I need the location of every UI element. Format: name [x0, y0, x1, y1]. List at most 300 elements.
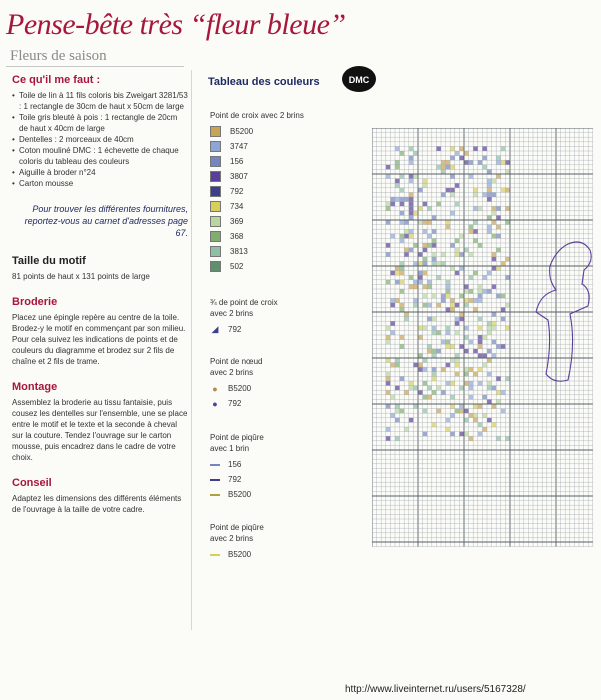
stitch-cell — [492, 422, 497, 427]
stitch-cell — [487, 197, 492, 202]
stitch-cell — [464, 151, 469, 156]
stitch-cell — [400, 335, 405, 340]
stitch-cell — [418, 280, 423, 285]
knot-heading: Point de nœud avec 2 brins — [210, 357, 263, 377]
diagram-svg — [372, 128, 594, 548]
stitch-cell — [446, 225, 451, 230]
stitch-cell — [455, 353, 460, 358]
stitch-cell — [386, 243, 391, 248]
color-code: B5200 — [228, 550, 252, 559]
stitch-cell — [478, 326, 483, 331]
stitch-cell — [473, 413, 478, 418]
stitch-cell — [432, 376, 437, 381]
stitch-cell — [487, 358, 492, 363]
stitch-cell — [423, 381, 428, 386]
stitch-cell — [469, 174, 474, 179]
stitch-cell — [418, 335, 423, 340]
stitch-cell — [413, 243, 418, 248]
stitch-cell — [423, 326, 428, 331]
stitch-cell — [455, 303, 460, 308]
stitch-cell — [404, 390, 409, 395]
stitch-cell — [450, 266, 455, 271]
stitch-cell — [418, 206, 423, 211]
legend-row — [210, 259, 310, 274]
stitch-cell — [450, 146, 455, 151]
stitch-cell — [473, 271, 478, 276]
stitch-cell — [455, 321, 460, 326]
stitch-cell — [478, 160, 483, 165]
stitch-cell — [400, 289, 405, 294]
stitch-cell — [487, 179, 492, 184]
stitch-cell — [386, 280, 391, 285]
stitch-cell — [432, 353, 437, 358]
quarter-stitch-legend — [210, 297, 288, 337]
stitch-cell — [487, 321, 492, 326]
stitch-cell — [436, 146, 441, 151]
stitch-cell — [482, 156, 487, 161]
stitch-cell — [450, 188, 455, 193]
stitch-cell — [464, 381, 469, 386]
stitch-cell — [395, 358, 400, 363]
stitch-cell — [459, 344, 464, 349]
stitch-cell — [404, 427, 409, 432]
stitch-cell — [455, 252, 460, 257]
stitch-cell — [446, 326, 451, 331]
color-code: 3747 — [230, 142, 248, 151]
color-code: B5200 — [228, 384, 252, 393]
stitch-cell — [469, 160, 474, 165]
stitch-cell — [464, 367, 469, 372]
legend-row — [210, 214, 310, 229]
stitch-cell — [473, 307, 478, 312]
stitch-cell — [487, 372, 492, 377]
stitch-cell — [441, 252, 446, 257]
stitch-cell — [441, 390, 446, 395]
stitch-cell — [446, 160, 451, 165]
legend-row — [210, 244, 310, 259]
stitch-cell — [441, 160, 446, 165]
stitch-cell — [395, 404, 400, 409]
stitch-cell — [432, 229, 437, 234]
assembly-heading: Montage — [12, 381, 58, 393]
stitch-cell — [386, 326, 391, 331]
legend-row — [210, 472, 272, 487]
stitch-cell — [492, 179, 497, 184]
stitch-cell — [478, 404, 483, 409]
stitch-cell — [492, 252, 497, 257]
stitch-cell — [427, 317, 432, 322]
stitch-cell — [409, 160, 414, 165]
color-swatch — [210, 261, 221, 272]
stitch-cell — [455, 358, 460, 363]
stitch-cell — [386, 390, 391, 395]
stitch-cell — [409, 197, 414, 202]
stitch-cell — [418, 275, 423, 280]
stitch-cell — [478, 284, 483, 289]
stitch-cell — [400, 409, 405, 414]
color-code: B5200 — [228, 490, 252, 499]
stitch-cell — [386, 427, 391, 432]
stitch-cell — [418, 367, 423, 372]
stitch-cell — [492, 220, 497, 225]
stitch-cell — [482, 289, 487, 294]
legend-row — [210, 154, 310, 169]
legend-row — [210, 199, 310, 214]
stitch-cell — [464, 248, 469, 253]
color-swatch — [210, 201, 221, 212]
stitch-cell — [487, 225, 492, 230]
legend-row — [210, 487, 272, 502]
stitch-cell — [400, 238, 405, 243]
stitch-cell — [423, 432, 428, 437]
stitch-cell — [386, 206, 391, 211]
stitch-cell — [400, 303, 405, 308]
stitch-cell — [482, 335, 487, 340]
stitch-cell — [432, 367, 437, 372]
stitch-cell — [436, 330, 441, 335]
color-code: 3807 — [230, 172, 248, 181]
stitch-cell — [450, 432, 455, 437]
stitch-cell — [505, 188, 510, 193]
stitch-cell — [482, 353, 487, 358]
assembly-text: Assemblez la broderie au tissu fantaisie, puis cousez les dentelles sur l'ensemble, une se place entre le motif et le texte et la seconde à cheval sur la couture. Tendez l'ouvrage sur le carton mousse, puis encadrez dans le cadre de votre choix. — [12, 398, 188, 462]
color-swatch — [210, 231, 221, 242]
stitch-cell — [409, 284, 414, 289]
stitch-cell — [413, 211, 418, 216]
color-swatch — [210, 171, 221, 182]
stitch-cell — [459, 386, 464, 391]
stitch-cell — [455, 317, 460, 322]
stitch-cell — [455, 409, 460, 414]
stitch-cell — [487, 386, 492, 391]
dmc-logo: DMC — [342, 66, 376, 92]
stitch-cell — [432, 238, 437, 243]
color-code: 156 — [230, 157, 244, 166]
backstitch-2-legend — [210, 522, 272, 562]
stitch-cell — [409, 206, 414, 211]
stitch-cell — [400, 188, 405, 193]
stitch-cell — [459, 146, 464, 151]
stitch-cell — [400, 211, 405, 216]
stitch-cell — [404, 234, 409, 239]
legend-row — [210, 457, 272, 472]
stitch-cell — [395, 409, 400, 414]
stitch-cell — [436, 303, 441, 308]
stitch-cell — [450, 174, 455, 179]
stitch-cell — [446, 307, 451, 312]
color-code: 792 — [230, 187, 244, 196]
stitch-symbol: ● — [212, 383, 218, 394]
stitch-cell — [390, 413, 395, 418]
stitch-cell — [386, 252, 391, 257]
stitch-cell — [400, 174, 405, 179]
stitch-cell — [390, 234, 395, 239]
stitch-cell — [505, 160, 510, 165]
stitch-cell — [496, 234, 501, 239]
stitch-cell — [496, 399, 501, 404]
stitch-cell — [469, 340, 474, 345]
stitch-cell — [427, 206, 432, 211]
color-code: 734 — [230, 202, 244, 211]
embroidery-heading: Broderie — [12, 296, 58, 308]
stitch-cell — [501, 261, 506, 266]
stitch-cell — [386, 404, 391, 409]
stitch-cell — [404, 252, 409, 257]
stitch-cell — [423, 395, 428, 400]
stitch-cell — [492, 326, 497, 331]
stitch-cell — [473, 404, 478, 409]
size-heading: Taille du motif — [12, 255, 86, 267]
stitch-cell — [482, 395, 487, 400]
stitch-cell — [432, 294, 437, 299]
stitch-cell — [409, 174, 414, 179]
stitch-cell — [436, 202, 441, 207]
stitch-cell — [395, 179, 400, 184]
stitch-cell — [423, 358, 428, 363]
stitch-cell — [413, 280, 418, 285]
stitch-cell — [496, 225, 501, 230]
stitch-cell — [450, 307, 455, 312]
stitch-cell — [473, 146, 478, 151]
stitch-cell — [423, 409, 428, 414]
stitch-cell — [423, 367, 428, 372]
stitch-cell — [469, 386, 474, 391]
cross-stitch-legend — [210, 110, 310, 274]
stitch-cell — [469, 381, 474, 386]
stitch-cell — [450, 344, 455, 349]
stitch-cell — [404, 312, 409, 317]
list-item: • Toile de lin à 11 fils coloris bis Zweigart 3281/53 : 1 rectangle de 30cm de haut x 50cm de large — [12, 90, 188, 112]
stitch-cell — [492, 234, 497, 239]
stitch-cell — [409, 156, 414, 161]
stitch-cell — [455, 238, 460, 243]
stitch-cell — [469, 225, 474, 230]
stitch-cell — [496, 174, 501, 179]
stitch-cell — [501, 146, 506, 151]
materials-heading: Ce qu'il me faut : — [12, 74, 101, 86]
stitch-cell — [492, 211, 497, 216]
stitch-cell — [459, 404, 464, 409]
stitch-cell — [418, 220, 423, 225]
stitch-cell — [427, 243, 432, 248]
stitch-cell — [423, 202, 428, 207]
list-item: • Aiguille à broder n°24 — [12, 167, 188, 178]
stitch-cell — [446, 363, 451, 368]
legend-row — [210, 124, 310, 139]
stitch-cell — [492, 266, 497, 271]
stitch-cell — [400, 202, 405, 207]
stitch-cell — [478, 206, 483, 211]
stitch-cell — [482, 165, 487, 170]
stitch-cell — [473, 349, 478, 354]
stitch-cell — [441, 294, 446, 299]
color-code: 369 — [230, 217, 244, 226]
stitch-cell — [450, 303, 455, 308]
stitch-cell — [455, 271, 460, 276]
stitch-cell — [404, 229, 409, 234]
stitch-cell — [450, 413, 455, 418]
stitch-cell — [436, 409, 441, 414]
stitch-cell — [478, 367, 483, 372]
stitch-cell — [459, 312, 464, 317]
stitch-cell — [469, 367, 474, 372]
stitch-cell — [390, 298, 395, 303]
instructions-column — [12, 74, 188, 515]
stitch-cell — [492, 340, 497, 345]
stitch-cell — [487, 399, 492, 404]
stitch-cell — [478, 344, 483, 349]
stitch-cell — [482, 363, 487, 368]
stitch-cell — [409, 202, 414, 207]
stitch-cell — [478, 432, 483, 437]
stitch-cell — [446, 340, 451, 345]
color-swatch — [210, 246, 221, 257]
stitch-cell — [400, 197, 405, 202]
stitch-cell — [427, 349, 432, 354]
stitch-cell — [395, 183, 400, 188]
stitch-cell — [409, 248, 414, 253]
stitch-cell — [482, 146, 487, 151]
stitch-cell — [469, 436, 474, 441]
stitch-cell — [464, 284, 469, 289]
stitch-cell — [487, 192, 492, 197]
stitch-cell — [395, 266, 400, 271]
color-code: 156 — [228, 460, 242, 469]
stitch-cell — [469, 252, 474, 257]
stitch-cell — [459, 234, 464, 239]
stitch-cell — [423, 229, 428, 234]
legend-row — [210, 229, 310, 244]
stitch-cell — [404, 317, 409, 322]
stitch-cell — [390, 395, 395, 400]
stitch-cell — [473, 238, 478, 243]
stitch-cell — [487, 188, 492, 193]
stitch-cell — [487, 349, 492, 354]
stitch-cell — [423, 303, 428, 308]
stitch-cell — [427, 234, 432, 239]
stitch-cell — [400, 307, 405, 312]
stitch-cell — [418, 390, 423, 395]
stitch-cell — [492, 192, 497, 197]
stitch-cell — [423, 220, 428, 225]
stitch-cell — [400, 220, 405, 225]
stitch-cell — [455, 372, 460, 377]
stitch-cell — [432, 349, 437, 354]
stitch-cell — [386, 335, 391, 340]
color-table-heading: Tableau des couleurs — [208, 76, 320, 88]
stitch-cell — [455, 363, 460, 368]
stitch-cell — [432, 243, 437, 248]
list-item: • Toile gris bleuté à pois : 1 rectangle de 20cm de haut x 40cm de large — [12, 112, 188, 134]
stitch-cell — [446, 427, 451, 432]
stitch-cell — [427, 386, 432, 391]
stitch-cell — [413, 298, 418, 303]
stitch-cell — [386, 376, 391, 381]
stitch-cell — [482, 192, 487, 197]
stitch-cell — [473, 298, 478, 303]
stitch-cell — [413, 261, 418, 266]
stitch-cell — [450, 243, 455, 248]
stitch-cell — [464, 289, 469, 294]
stitch-cell — [469, 275, 474, 280]
stitch-cell — [395, 363, 400, 368]
stitch-cell — [386, 372, 391, 377]
color-code: 792 — [228, 325, 242, 334]
stitch-cell — [478, 340, 483, 345]
stitch-cell — [395, 146, 400, 151]
stitch-cell — [386, 220, 391, 225]
stitch-cell — [432, 326, 437, 331]
stitch-cell — [395, 165, 400, 170]
stitch-cell — [436, 165, 441, 170]
stitch-cell — [413, 386, 418, 391]
list-item: • Carton mousse — [12, 178, 188, 189]
color-swatch — [210, 126, 221, 137]
stitch-cell — [395, 197, 400, 202]
stitch-cell — [400, 261, 405, 266]
stitch-cell — [501, 307, 506, 312]
stitch-cell — [418, 252, 423, 257]
stitch-cell — [427, 220, 432, 225]
stitch-cell — [423, 284, 428, 289]
stitch-cell — [501, 317, 506, 322]
stitch-cell — [473, 220, 478, 225]
stitch-cell — [464, 372, 469, 377]
stitch-cell — [501, 409, 506, 414]
stitch-cell — [496, 344, 501, 349]
stitch-cell — [482, 413, 487, 418]
stitch-cell — [427, 395, 432, 400]
source-credit: http://www.liveinternet.ru/users/5167328/ — [345, 684, 526, 695]
stitch-cell — [441, 169, 446, 174]
stitch-cell — [469, 413, 474, 418]
stitch-cell — [487, 289, 492, 294]
stitch-cell — [478, 381, 483, 386]
stitch-cell — [492, 386, 497, 391]
stitch-symbol: ● — [212, 398, 218, 409]
stitch-cell — [409, 211, 414, 216]
legend-row — [210, 169, 310, 184]
legend-row — [210, 381, 272, 396]
color-swatch — [210, 186, 221, 197]
stitch-cell — [464, 432, 469, 437]
stitch-cell — [390, 321, 395, 326]
stitch-cell — [446, 188, 451, 193]
legend-row — [210, 547, 272, 562]
stitch-cell — [450, 298, 455, 303]
stitch-cell — [487, 229, 492, 234]
stitch-cell — [395, 160, 400, 165]
stitch-cell — [492, 206, 497, 211]
stitch-cell — [496, 215, 501, 220]
stitch-cell — [432, 330, 437, 335]
stitch-cell — [459, 252, 464, 257]
stitch-cell — [446, 280, 451, 285]
stitch-cell — [455, 248, 460, 253]
stitch-cell — [441, 367, 446, 372]
stitch-cell — [459, 266, 464, 271]
stitch-cell — [413, 303, 418, 308]
stitch-cell — [496, 160, 501, 165]
stitch-cell — [409, 234, 414, 239]
stitch-cell — [390, 330, 395, 335]
stitch-cell — [464, 160, 469, 165]
stitch-cell — [413, 404, 418, 409]
stitch-cell — [469, 289, 474, 294]
stitch-cell — [386, 202, 391, 207]
stitch-cell — [446, 381, 451, 386]
backstitch-2-heading: Point de piqûre avec 2 brins — [210, 523, 264, 543]
